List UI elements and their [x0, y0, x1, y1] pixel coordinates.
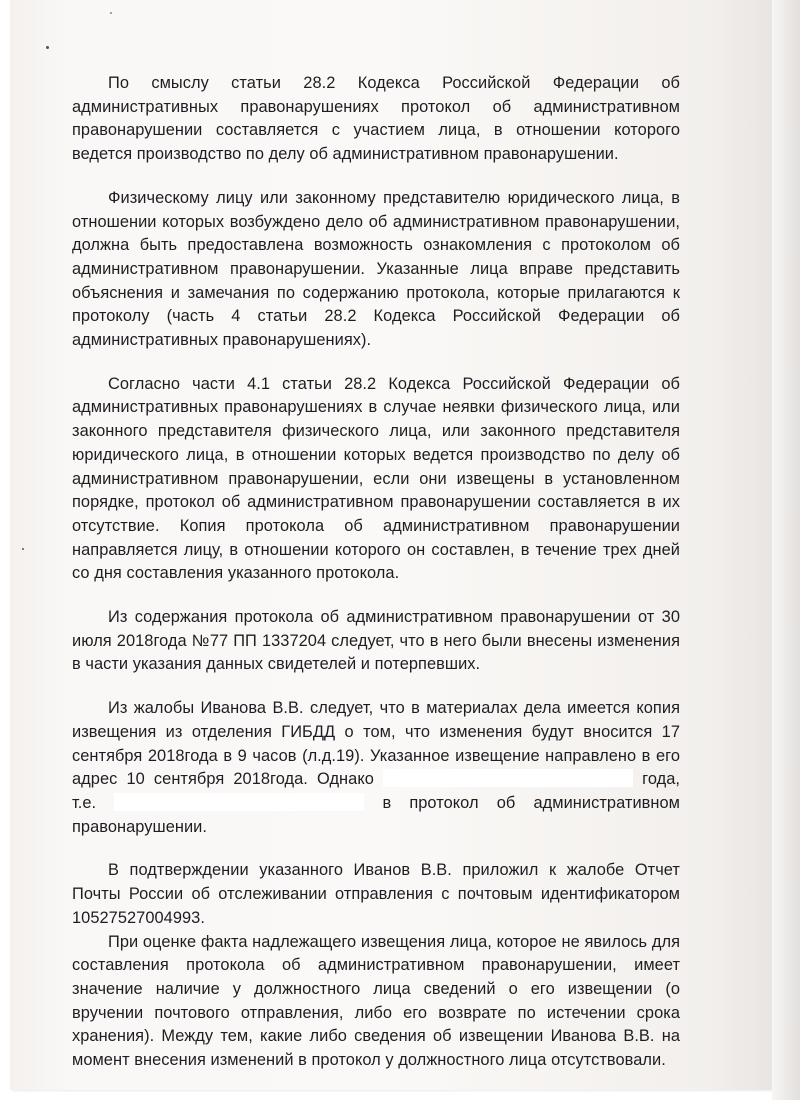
paragraph-3: Согласно части 4.1 статьи 28.2 Кодекса Российской Федерации об административных правонарушениях в случае неявки физического лица, или законного представителя физического лица, или законного представителя юридического лица, в отношении которых ведется производство по делу об административном правонарушении, если они извещены в установленном порядке, протокол об административном правонарушении составляется в их отсутствие. Копия протокола об административном правонарушении направляется лицу, в отношении которого он составлен, в течение трех дней со дня составления указанного протокола.: [72, 374, 680, 583]
paragraph-5-redacted: [72, 697, 680, 839]
paragraph-5-part2: года,: [642, 770, 681, 789]
scan-speck: [46, 46, 49, 49]
paragraph-1: По смыслу статьи 28.2 Кодекса Российской Федерации об административных правонарушениях протокол об административном правонарушении составляется с участием лица, в отношении которого ведется производство по делу об административном правонарушении.: [72, 74, 680, 164]
paragraph-2: Физическому лицу или законному представителю юридического лица, в отношении которых возбуждено дело об административном правонарушении, должна быть предоставлена возможность ознакомления с протоколом об административном правонарушении. Указанные лица вправе представить объяснения и замечания по содержанию протокола, которые прилагаются к протоколу (часть 4 статьи 28.2 Кодекса Российской Федерации об административных правонарушениях).: [72, 188, 680, 350]
paragraph-4: Из содержания протокола об административном правонарушении от 30 июля 2018года №77 ПП 1337204 следует, что в него были внесены изменения в части указания данных свидетелей и потерпевших.: [72, 608, 680, 674]
scanner-edge: [772, 0, 800, 1100]
paragraph-5-part1: Из жалобы Иванова В.В. следует, что в материалах дела имеется копия извещения из отделения ГИБДД о том, что изменения будут вносится 17 сентября 2018года в 9 часов (л.д.19). Указанное извещение направлено в его адрес 10 сентября 2018года. Однако: [72, 699, 680, 789]
paragraph-7: При оценке факта надлежащего извещения лица, которое не явилось для составления протокола об административном правонарушении, имеет значение наличие у должностного лица сведений о его извещении (о вручении почтового отправления, либо его возврате по истечении срока хранения). Между тем, какие либо сведения об извещении Иванова В.В. на момент внесения изменений в протокол у должностного лица отсутствовали.: [72, 932, 680, 1070]
scan-speck: [22, 548, 24, 550]
paragraph-5-part3: т.е.: [72, 793, 97, 812]
paragraph-6: В подтверждении указанного Иванов В.В. приложил к жалобе Отчет Почты России об отслеживании отправления с почтовым идентификатором 10527527004993.: [72, 861, 680, 927]
scan-speck: [110, 12, 112, 14]
paragraph-5-part4: в протокол об административном правонарушении.: [72, 793, 680, 836]
redaction-block: [114, 793, 364, 811]
redaction-block: [383, 769, 633, 787]
document-body: [72, 72, 680, 1073]
